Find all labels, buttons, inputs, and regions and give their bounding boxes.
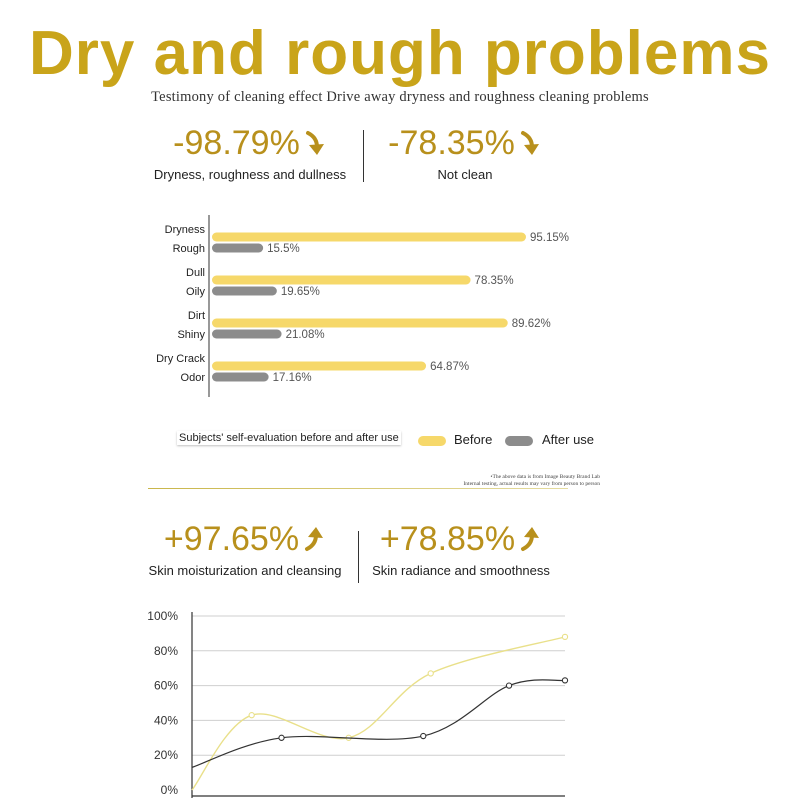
y-tick-label: 20% — [153, 748, 178, 763]
bar-value-label: 89.62% — [511, 318, 551, 330]
line-point — [421, 733, 426, 738]
legend-label-after: After use — [542, 432, 595, 447]
stat-value: +97.65% — [135, 520, 355, 559]
bar-value-label: 17.16% — [272, 372, 312, 384]
y-tick-label: 60% — [153, 678, 178, 693]
bar-category-label: Oily — [186, 286, 205, 298]
stat-value: -78.35% — [370, 124, 560, 163]
line-point — [249, 713, 254, 718]
bar-value-label: 95.15% — [529, 232, 570, 244]
stat-caption: Skin moisturization and cleansing — [148, 563, 342, 578]
bar-value-label: 64.87% — [430, 361, 470, 373]
page-subtitle: Testimony of cleaning effect Drive away dryness and roughness cleaning problems — [151, 89, 649, 105]
bar-category-label: Odor — [180, 372, 205, 384]
y-tick-label: 40% — [153, 713, 178, 728]
line-point — [506, 683, 511, 688]
stat-caption: Dryness, roughness and dullness — [153, 167, 347, 182]
legend-label-before: Before — [454, 432, 493, 447]
bar-category-label: Dull — [186, 267, 205, 279]
page-title: Dry and rough problems — [29, 19, 771, 88]
bar-value-label: 78.35% — [474, 275, 514, 287]
line-point — [279, 735, 284, 740]
stat-value: +78.85% — [365, 520, 557, 559]
y-tick-label: 80% — [153, 643, 178, 658]
bar-category-label: Dryness — [164, 224, 205, 236]
bar-value-label: 19.65% — [280, 286, 320, 298]
line-point — [428, 671, 433, 676]
stat-caption: Not clean — [437, 167, 493, 182]
stat-caption: Skin radiance and smoothness — [372, 563, 550, 578]
bar-category-label: Dirt — [187, 310, 205, 322]
line-point — [562, 634, 567, 639]
line-series-dark — [192, 680, 565, 768]
stat-value: -98.79% — [140, 124, 360, 163]
y-tick-label: 0% — [160, 783, 178, 797]
y-tick-label: 100% — [147, 609, 178, 623]
line-point — [562, 678, 567, 683]
bar-value-label: 21.08% — [285, 329, 325, 341]
line-series-yellow — [192, 637, 565, 790]
note-line-1: •The above data is from Image Beauty Brand Lab — [490, 474, 600, 480]
bar-category-label: Rough — [172, 243, 205, 255]
note-line-2: Internal testing, actual results may vary from person to person — [463, 481, 600, 487]
bar-category-label: Shiny — [177, 329, 205, 341]
legend-caption: Subjects' self-evaluation before and after use — [179, 432, 399, 444]
bar-value-label: 15.5% — [267, 243, 300, 255]
bar-category-label: Dry Crack — [156, 353, 205, 365]
